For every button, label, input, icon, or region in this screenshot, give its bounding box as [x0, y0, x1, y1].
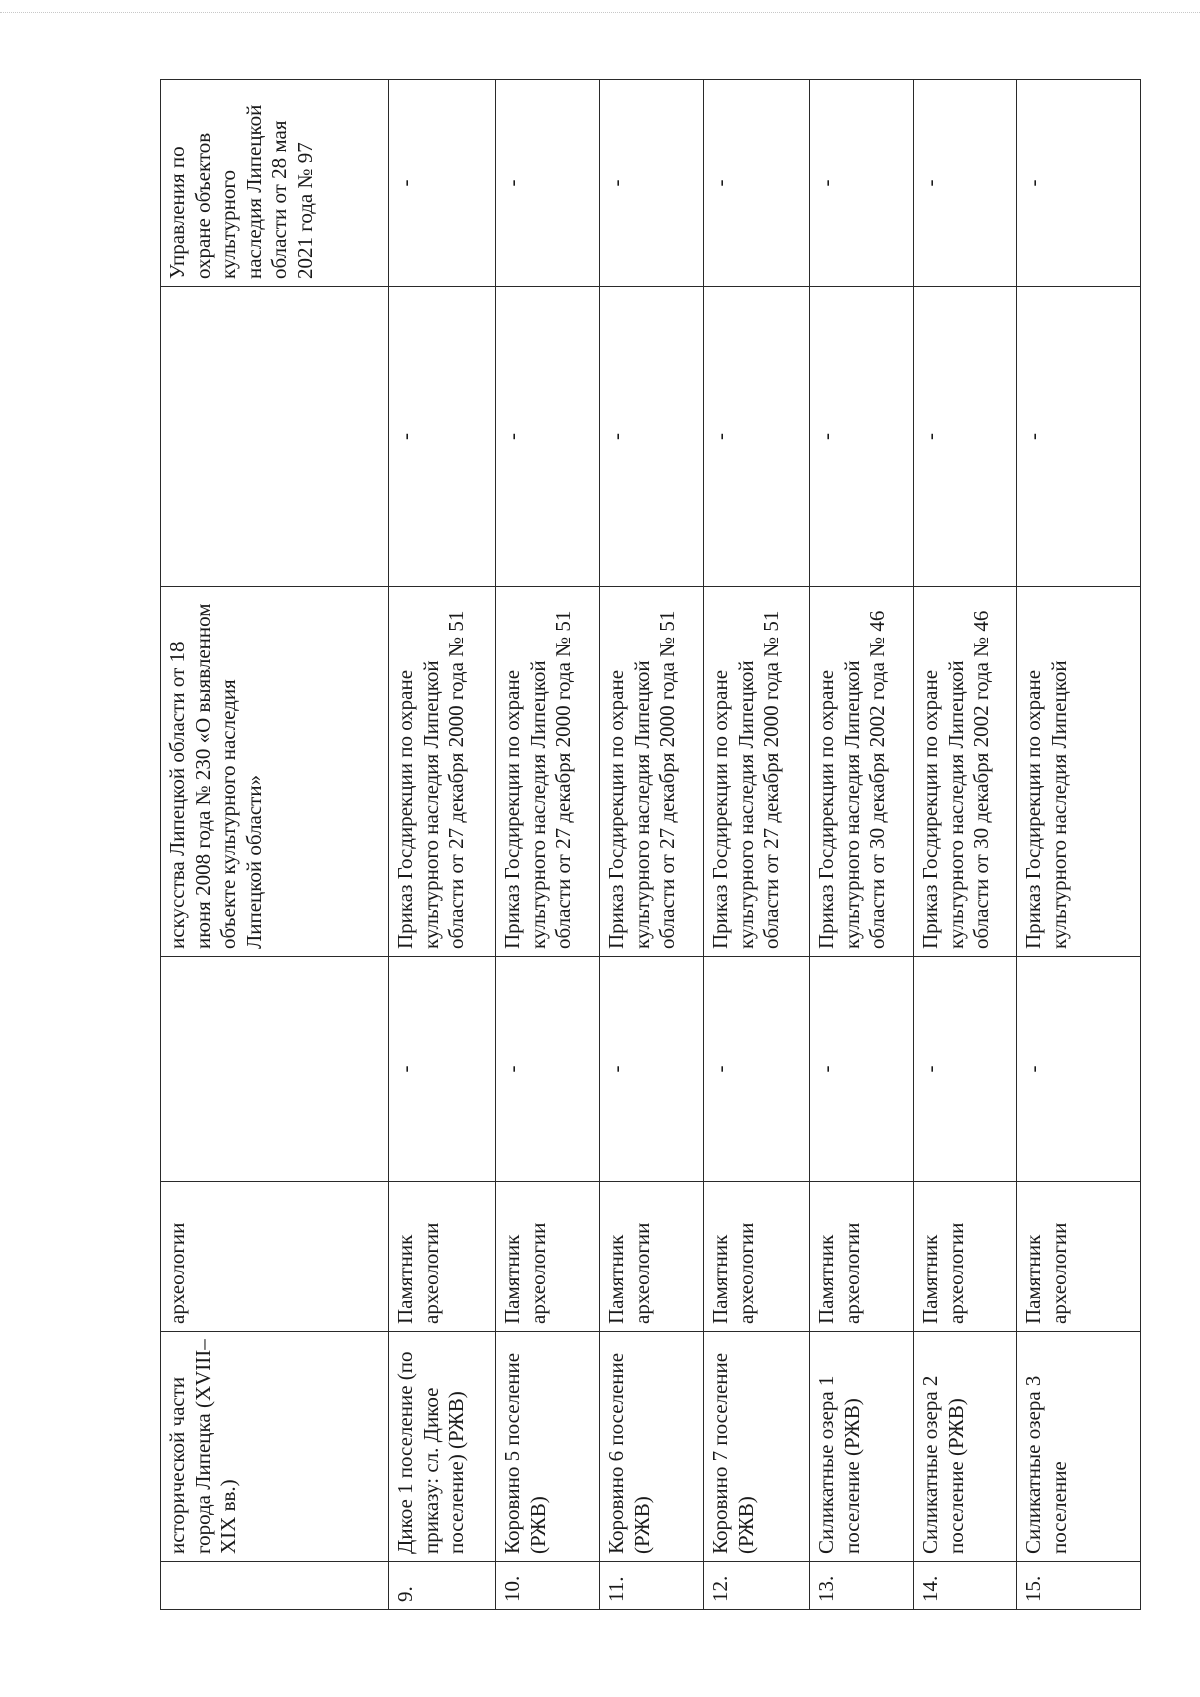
table-row	[704, 80, 810, 1610]
cell-col7: -	[496, 80, 600, 287]
cell-type: Памятник археологии	[600, 1182, 704, 1332]
cell-col4: -	[704, 957, 810, 1182]
rotated-page	[160, 80, 1140, 1610]
cell-type: археологии	[161, 1182, 389, 1332]
cell-name: исторической части города Липецка (XVIII–XIX вв.)	[161, 1332, 389, 1562]
cell-type: Памятник археологии	[704, 1182, 810, 1332]
table-row	[810, 80, 914, 1610]
cell-col6: -	[704, 287, 810, 587]
cell-col6: -	[496, 287, 600, 587]
cell-act: Приказ Госдирекции по охране культурного наследия Липецкой области от 27 декабря 2000 года № 51	[600, 587, 704, 957]
cell-col7: Управления по охране объектов культурного наследия Липецкой области от 28 мая 2021 года № 97	[161, 80, 389, 287]
cell-name: Силикатные озера 3 поселение	[1017, 1332, 1141, 1562]
cell-col7: -	[810, 80, 914, 287]
cell-type: Памятник археологии	[496, 1182, 600, 1332]
cell-act: Приказ Госдирекции по охране культурного наследия Липецкой области от 30 декабря 2002 года № 46	[914, 587, 1017, 957]
cell-number: 15.	[1017, 1562, 1141, 1610]
cell-col4: -	[496, 957, 600, 1182]
cell-number: 11.	[600, 1562, 704, 1610]
cell-type: Памятник археологии	[389, 1182, 496, 1332]
table-row	[496, 80, 600, 1610]
cell-number: 12.	[704, 1562, 810, 1610]
cell-act: Приказ Госдирекции по охране культурного наследия Липецкой области от 27 декабря 2000 года № 51	[496, 587, 600, 957]
cell-col7: -	[389, 80, 496, 287]
table-row-continuation	[161, 80, 389, 1610]
cell-number: 14.	[914, 1562, 1017, 1610]
cell-col7: -	[704, 80, 810, 287]
cell-name: Коровино 6 поселение (РЖВ)	[600, 1332, 704, 1562]
cell-number: 9.	[389, 1562, 496, 1610]
cell-col7: -	[1017, 80, 1141, 287]
cell-act: Приказ Госдирекции по охране культурного наследия Липецкой области от 27 декабря 2000 года № 51	[389, 587, 496, 957]
cell-name: Коровино 5 поселение (РЖВ)	[496, 1332, 600, 1562]
cell-act: искусства Липецкой области от 18 июня 2008 года № 230 «О выявленном объекте культурного наследия Липецкой области»	[161, 587, 389, 957]
cell-act: Приказ Госдирекции по охране культурного наследия Липецкой	[1017, 587, 1141, 957]
cell-name: Силикатные озера 2 поселение (РЖВ)	[914, 1332, 1017, 1562]
cell-number	[161, 1562, 389, 1610]
cell-number: 10.	[496, 1562, 600, 1610]
table-row	[914, 80, 1017, 1610]
cell-col6: -	[810, 287, 914, 587]
cell-name: Коровино 7 поселение (РЖВ)	[704, 1332, 810, 1562]
cell-col4	[161, 957, 389, 1182]
table-row	[389, 80, 496, 1610]
cell-col4: -	[389, 957, 496, 1182]
cell-col4: -	[600, 957, 704, 1182]
cell-type: Памятник археологии	[810, 1182, 914, 1332]
table-row	[600, 80, 704, 1610]
cell-name: Силикатные озера 1 поселение (РЖВ)	[810, 1332, 914, 1562]
cell-col6: -	[1017, 287, 1141, 587]
scan-edge-line	[0, 12, 1200, 13]
cell-act: Приказ Госдирекции по охране культурного наследия Липецкой области от 27 декабря 2000 года № 51	[704, 587, 810, 957]
cell-col7: -	[914, 80, 1017, 287]
cell-type: Памятник археологии	[1017, 1182, 1141, 1332]
cell-col4: -	[810, 957, 914, 1182]
cell-col6	[161, 287, 389, 587]
cell-col6: -	[914, 287, 1017, 587]
cell-col6: -	[389, 287, 496, 587]
cell-col6: -	[600, 287, 704, 587]
heritage-table	[160, 79, 1141, 1610]
cell-name: Дикое 1 поселение (по приказу: сл. Дикое поселение) (РЖВ)	[389, 1332, 496, 1562]
cell-act: Приказ Госдирекции по охране культурного наследия Липецкой области от 30 декабря 2002 года № 46	[810, 587, 914, 957]
cell-col4: -	[914, 957, 1017, 1182]
cell-col7: -	[600, 80, 704, 287]
cell-number: 13.	[810, 1562, 914, 1610]
cell-type: Памятник археологии	[914, 1182, 1017, 1332]
cell-col4: -	[1017, 957, 1141, 1182]
table-row	[1017, 80, 1141, 1610]
